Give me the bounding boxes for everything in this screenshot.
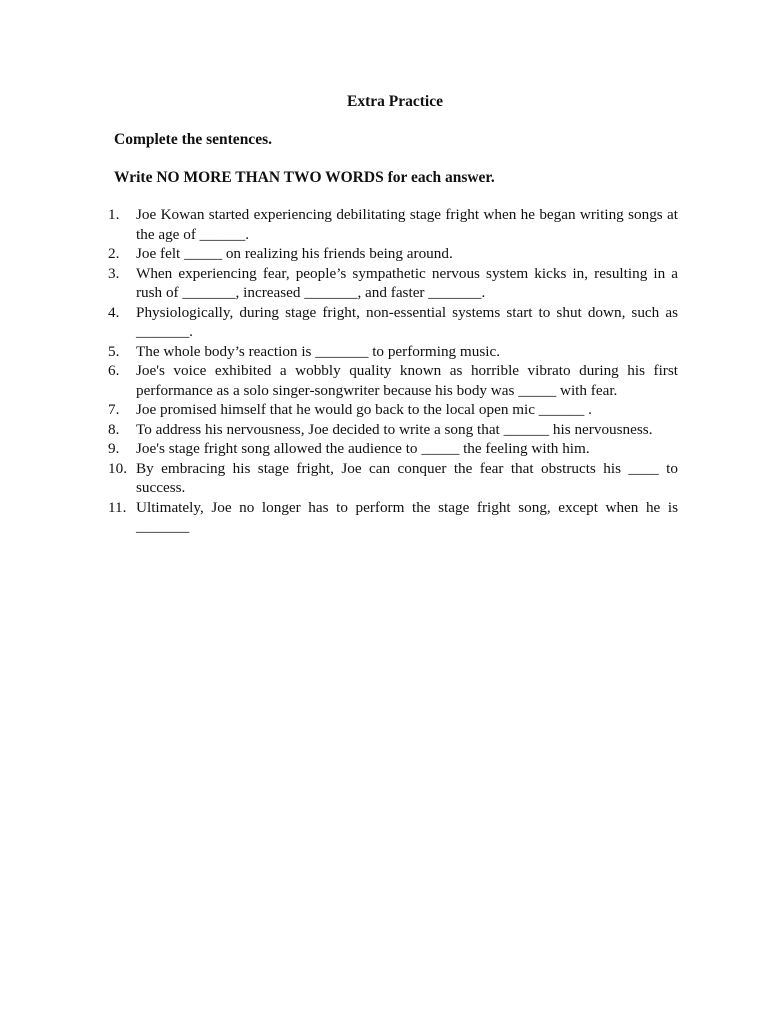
question-number: 3. (108, 264, 120, 282)
question-item-4 (108, 303, 678, 342)
question-list (108, 205, 678, 537)
question-number: 10. (108, 459, 127, 477)
question-number: 9. (108, 440, 120, 457)
question-number: 5. (108, 342, 120, 360)
question-number: 7. (108, 401, 120, 418)
question-item-8 (108, 420, 678, 440)
question-text: Ultimately, Joe no longer has to perform the stage fright song, except when he is _______ (136, 498, 678, 535)
question-item-1 (108, 205, 678, 244)
question-item-9 (108, 439, 678, 459)
question-item-11 (108, 498, 678, 537)
question-item-5 (108, 342, 678, 362)
question-item-2 (108, 244, 678, 264)
instruction-complete-sentences: Complete the sentences. (114, 131, 272, 148)
question-item-10 (108, 459, 678, 498)
question-text: Joe's voice exhibited a wobbly quality known as horrible vibrato during his first performance as a solo singer-songwriter because his body was _____ with fear. (136, 362, 678, 399)
question-number: 2. (108, 245, 120, 262)
question-text: The whole body’s reaction is _______ to performing music. (136, 342, 501, 360)
question-text: Joe Kowan started experiencing debilitating stage fright when he began writing songs at the age of ______. (136, 206, 678, 243)
question-text: Physiologically, during stage fright, non-essential systems start to shut down, such as _______. (136, 303, 678, 340)
question-text: By embracing his stage fright, Joe can conquer the fear that obstructs his ____ to success. (136, 459, 678, 496)
question-item-6 (108, 361, 678, 400)
question-item-3 (108, 264, 678, 303)
question-number: 4. (108, 303, 120, 321)
instruction-word-limit: Write NO MORE THAN TWO WORDS for each answer. (114, 169, 495, 186)
question-number: 8. (108, 420, 120, 438)
question-text: Joe's stage fright song allowed the audience to _____ the feeling with him. (136, 440, 590, 457)
question-number: 6. (108, 362, 120, 379)
question-text: Joe felt _____ on realizing his friends being around. (136, 245, 453, 262)
question-number: 11. (108, 498, 127, 516)
question-text: When experiencing fear, people’s sympathetic nervous system kicks in, resulting in a rush of _______, increased _______, and faster _______. (136, 264, 678, 301)
question-text: Joe promised himself that he would go back to the local open mic ______ . (136, 401, 592, 418)
question-item-7 (108, 400, 678, 420)
question-text: To address his nervousness, Joe decided to write a song that ______ his nervousness. (136, 420, 653, 438)
question-number: 1. (108, 206, 120, 223)
document-title: Extra Practice (347, 93, 443, 110)
